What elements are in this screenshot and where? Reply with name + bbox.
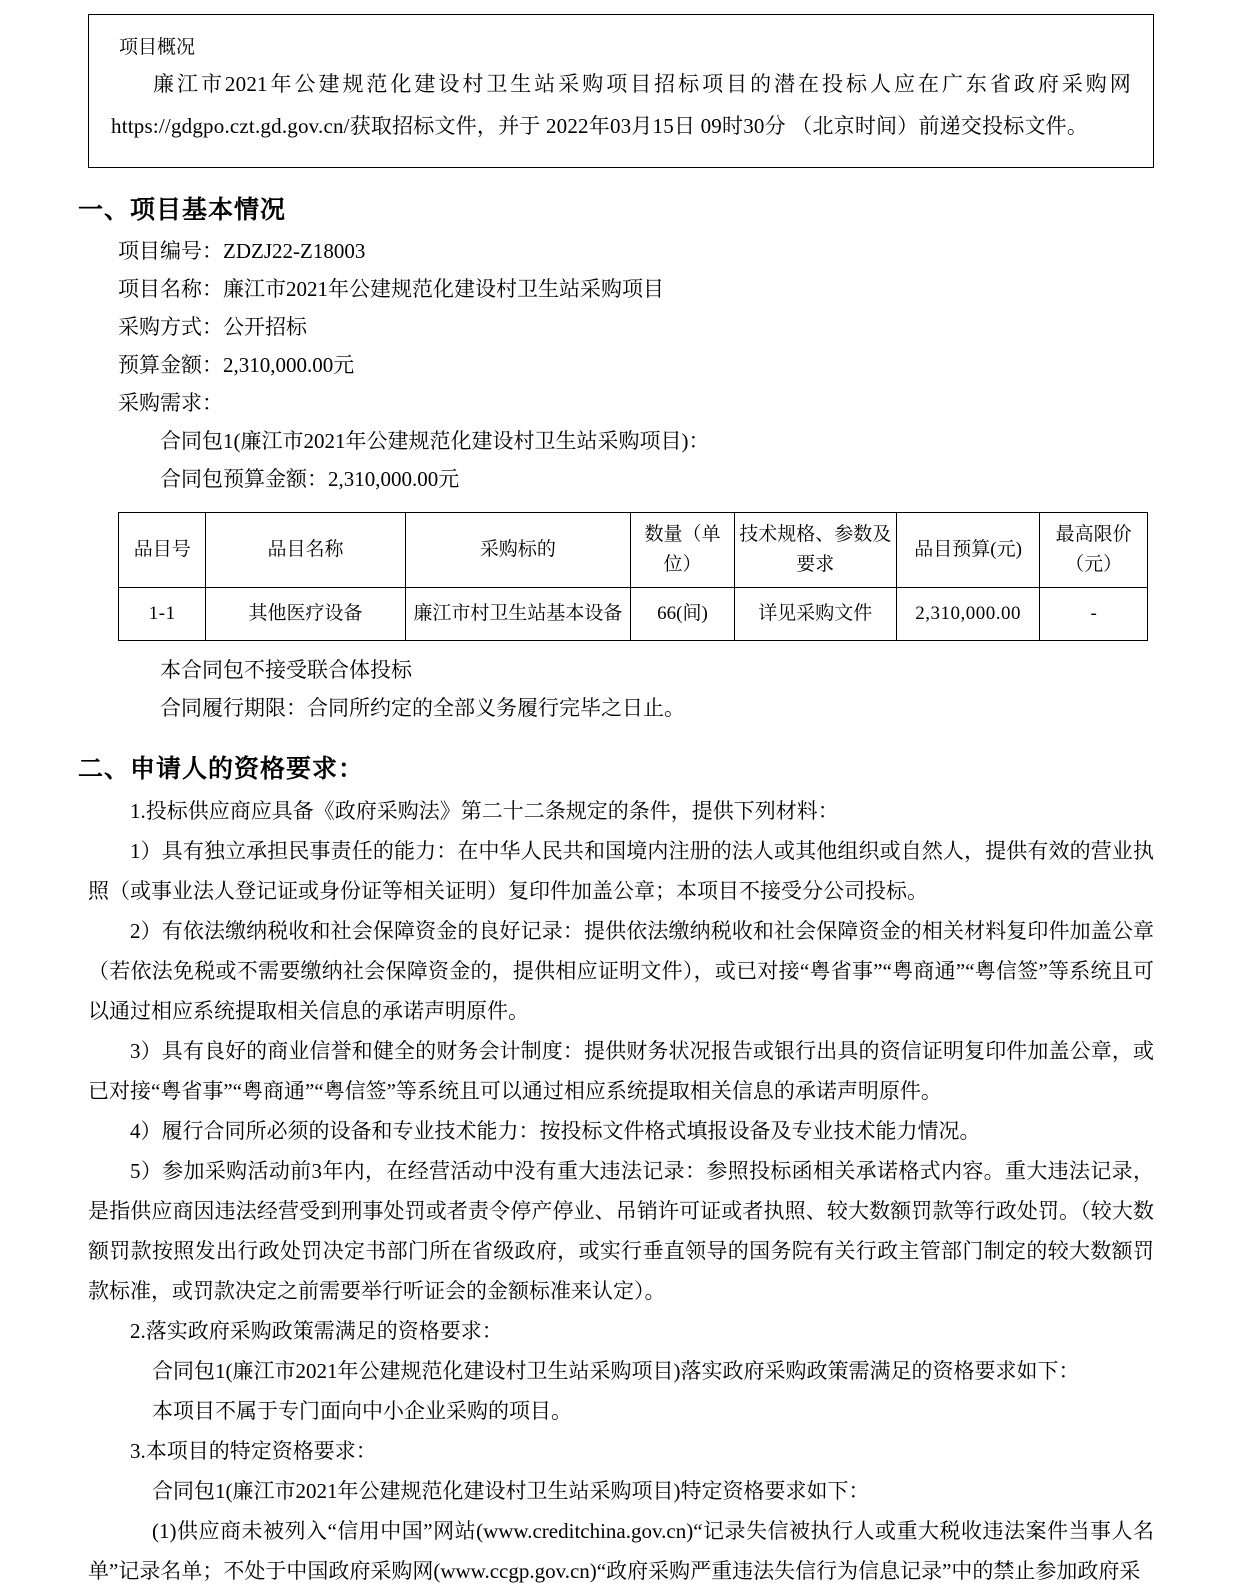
- qualification-item-1-2: 2）有依法缴纳税收和社会保障资金的良好记录：提供依法缴纳税收和社会保障资金的相关材料复印件加盖公章（若依法免税或不需要缴纳社会保障资金的，提供相应证明文件），或已对接“粤省事”“粤商通”“粤信签”等系统且可以通过相应系统提取相关信息的承诺声明原件。: [88, 919, 1154, 1023]
- th-item-no: 品目号: [119, 513, 206, 588]
- cell-max-price: -: [1040, 588, 1148, 641]
- package-1-line: 合同包1(廉江市2021年公建规范化建设村卫生站采购项目)：: [160, 429, 710, 453]
- overview-title: 项目概况: [119, 37, 196, 58]
- contract-duration-note: 合同履行期限：合同所约定的全部义务履行完毕之日止。: [160, 696, 685, 720]
- document-page: [0, 14, 1242, 1591]
- cell-quantity-unit: 66(间): [631, 588, 734, 641]
- procurement-method-line: 采购方式：公开招标: [118, 315, 307, 339]
- overview-body: 廉江市2021年公建规范化建设村卫生站采购项目招标项目的潜在投标人应在广东省政府采购网https://gdgpo.czt.gd.gov.cn/获取招标文件，并于 2022年03月15日 09时30分 （北京时间）前递交投标文件。: [111, 72, 1131, 138]
- th-quantity-unit: 数量（单位）: [631, 513, 734, 588]
- th-item-budget: 品目预算(元): [896, 513, 1039, 588]
- cell-tech-spec: 详见采购文件: [734, 588, 896, 641]
- goods-table: [118, 512, 1148, 641]
- procurement-requirement-line: 采购需求：: [118, 391, 223, 415]
- th-procurement-target: 采购标的: [405, 513, 631, 588]
- project-name-line: 项目名称：廉江市2021年公建规范化建设村卫生站采购项目: [118, 277, 664, 301]
- section-2-heading: 二、申请人的资格要求：: [78, 756, 365, 783]
- th-tech-spec: 技术规格、参数及要求: [734, 513, 896, 588]
- table-row: [119, 588, 1148, 641]
- section-1-heading: 一、项目基本情况: [78, 197, 287, 224]
- project-number-line: 项目编号：ZDZJ22-Z18003: [118, 239, 366, 263]
- qualification-item-2: 2.落实政府采购政策需满足的资格要求：: [130, 1319, 503, 1343]
- qualification-item-1: 1.投标供应商应具备《政府采购法》第二十二条规定的条件，提供下列材料：: [130, 799, 839, 823]
- policy-sme-line: 本项目不属于专门面向中小企业采购的项目。: [152, 1399, 572, 1423]
- specific-qualification-detail-1: (1)供应商未被列入“信用中国”网站(www.creditchina.gov.cn)“记录失信被执行人或重大税收违法案件当事人名单”记录名单；不处于中国政府采购网(www.ccgp.gov.cn)“政府采购严重违法失信行为信息记录”中的禁止参加政府采: [88, 1519, 1154, 1583]
- budget-amount-line: 预算金额：2,310,000.00元: [118, 353, 355, 377]
- qualification-item-1-1: 1）具有独立承担民事责任的能力：在中华人民共和国境内注册的法人或其他组织或自然人，提供有效的营业执照（或事业法人登记证或身份证等相关证明）复印件加盖公章；本项目不接受分公司投标。: [88, 839, 1154, 903]
- cell-procurement-target: 廉江市村卫生站基本设备: [405, 588, 631, 641]
- qualification-item-1-4: 4）履行合同所必须的设备和专业技术能力：按投标文件格式填报设备及专业技术能力情况。: [130, 1119, 981, 1143]
- table-header-row: [119, 513, 1148, 588]
- th-item-name: 品目名称: [206, 513, 405, 588]
- qualification-item-1-3: 3）具有良好的商业信誉和健全的财务会计制度：提供财务状况报告或银行出具的资信证明复印件加盖公章，或已对接“粤省事”“粤商通”“粤信签”等系统且可以通过相应系统提取相关信息的承诺声明原件。: [88, 1039, 1154, 1103]
- cell-item-name: 其他医疗设备: [206, 588, 405, 641]
- project-overview-box: [88, 14, 1154, 168]
- policy-package-line: 合同包1(廉江市2021年公建规范化建设村卫生站采购项目)落实政府采购政策需满足的资格要求如下：: [152, 1359, 1080, 1383]
- cell-item-no: 1-1: [119, 588, 206, 641]
- no-consortium-note: 本合同包不接受联合体投标: [160, 658, 412, 682]
- th-max-price: 最高限价（元）: [1040, 513, 1148, 588]
- cell-item-budget: 2,310,000.00: [896, 588, 1039, 641]
- specific-qualification-package-line: 合同包1(廉江市2021年公建规范化建设村卫生站采购项目)特定资格要求如下：: [152, 1479, 870, 1503]
- qualification-item-1-5: 5）参加采购活动前3年内，在经营活动中没有重大违法记录：参照投标函相关承诺格式内容。重大违法记录，是指供应商因违法经营受到刑事处罚或者责令停产停业、吊销许可证或者执照、较大数额罚款等行政处罚。（较大数额罚款按照发出行政处罚决定书部门所在省级政府，或实行垂直领导的国务院有关行政主管部门制定的较大数额罚款标准，或罚款决定之前需要举行听证会的金额标准来认定）。: [88, 1159, 1154, 1303]
- package-1-budget-line: 合同包预算金额：2,310,000.00元: [160, 467, 460, 491]
- qualification-item-3: 3.本项目的特定资格要求：: [130, 1439, 377, 1463]
